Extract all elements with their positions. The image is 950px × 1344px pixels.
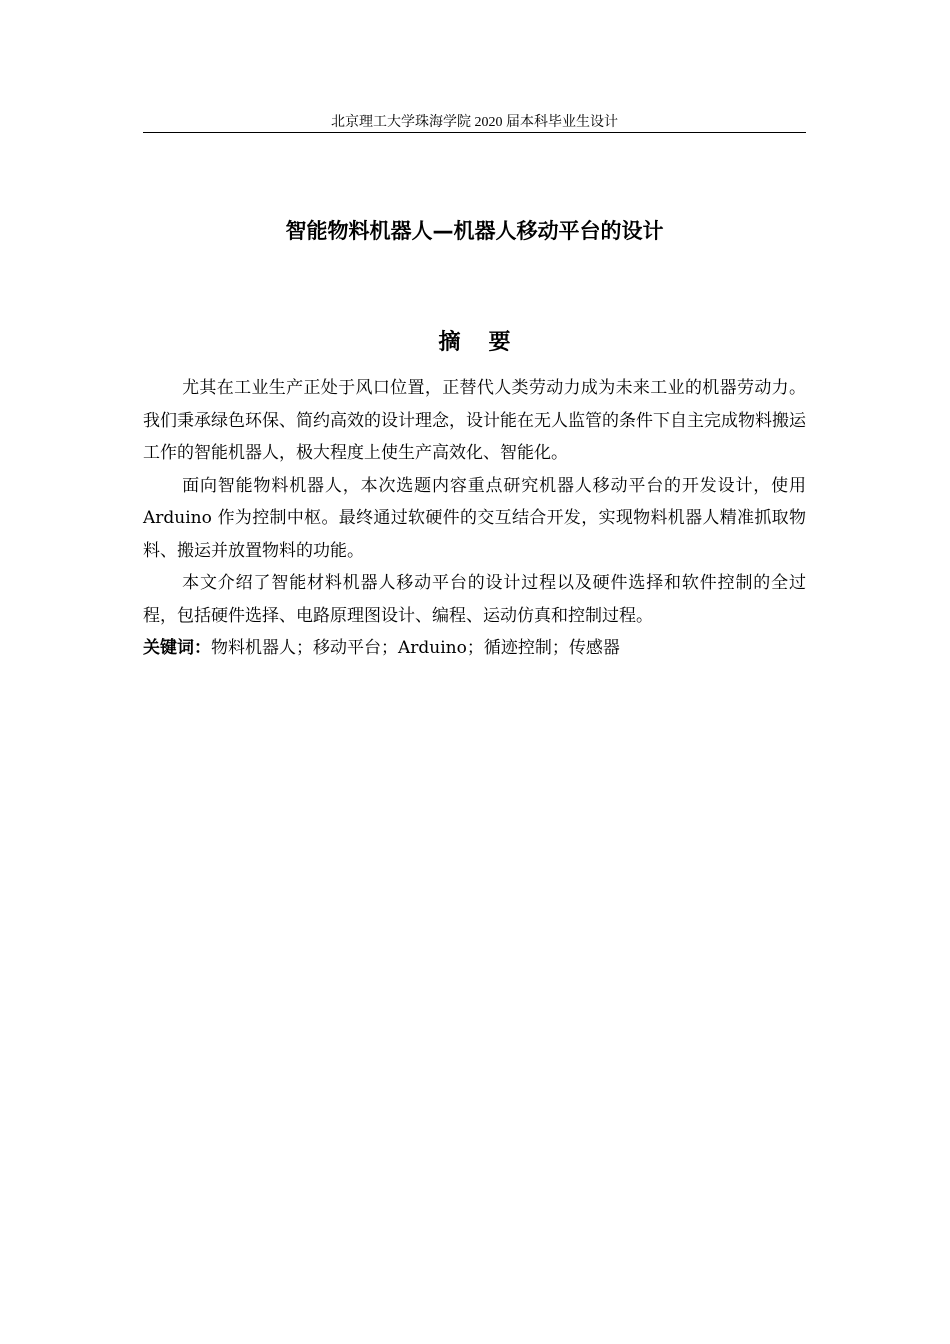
abstract-paragraph-2: 面向智能物料机器人，本次选题内容重点研究机器人移动平台的开发设计，使用 Arduino 作为控制中枢。最终通过软硬件的交互结合开发，实现物料机器人精准抓取物料、搬运并放置物料的功能。 <box>143 475 806 561</box>
keywords-list: 物料机器人；移动平台；Arduino；循迹控制；传感器 <box>211 638 620 658</box>
abstract-heading: 摘要 <box>438 330 539 355</box>
running-header: 北京理工大学珠海学院 2020 届本科毕业生设计 <box>331 115 618 130</box>
header-divider <box>143 132 806 133</box>
document-title: 智能物料机器人—机器人移动平台的设计 <box>285 219 664 243</box>
keywords-label: 关键词： <box>143 638 211 658</box>
abstract-paragraph-1: 尤其在工业生产正处于风口位置，正替代人类劳动力成为未来工业的机器劳动力。我们秉承绿色环保、简约高效的设计理念，设计能在无人监管的条件下自主完成物料搬运工作的智能机器人，极大程度上使生产高效化、智能化。 <box>143 378 806 463</box>
abstract-paragraph-3: 本文介绍了智能材料机器人移动平台的设计过程以及硬件选择和软件控制的全过程，包括硬件选择、电路原理图设计、编程、运动仿真和控制过程。 <box>143 573 806 626</box>
keywords-line <box>143 632 806 665</box>
abstract-body <box>143 372 806 665</box>
